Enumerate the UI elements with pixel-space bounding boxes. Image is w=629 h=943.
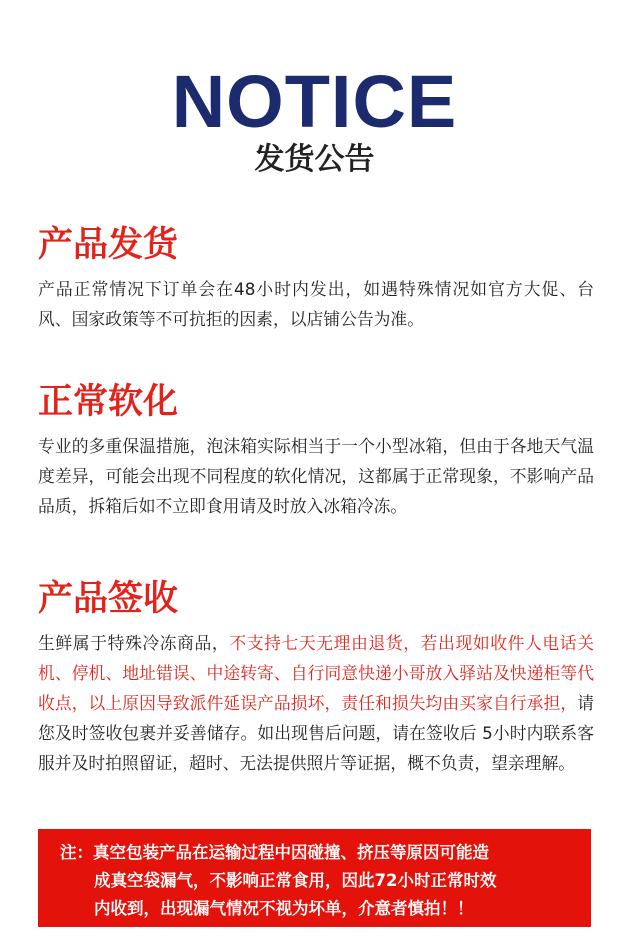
section-body: 产品正常情况下订单会在48小时内发出，如遇特殊情况如官方大促、台风、国家政策等不可抗拒的因素，以店铺公告为准。	[38, 279, 594, 329]
section-body: 专业的多重保温措施，泡沫箱实际相当于一个小型冰箱，但由于各地天气温度差异，可能会出现不同程度的软化情况，这都属于正常现象，不影响产品品质，拆箱后如不立即食用请及时放入冰箱冷冻。	[38, 436, 594, 516]
notice-title: NOTICE	[171, 60, 458, 143]
note-line: 内收到，出现漏气情况不视为坏单，介意者慎拍！！	[94, 899, 474, 918]
body-highlight-text: 不支持七天无理由退货，若出现如收件人电话关机、停机、地址错误、中途转寄、自行同意快递小哥放入驿站及快递柜等代收点，以上原因导致派件延误产品损坏，责任和损失均由买家自行承担，	[38, 633, 594, 713]
section-heading: 产品签收	[38, 579, 179, 619]
body-text: 生鲜属于特殊冷冻商品，	[38, 633, 230, 653]
note-line: 注：真空包装产品在运输过程中因碰撞、挤压等原因可能造	[60, 843, 489, 862]
note-line: 成真空袋漏气，不影响正常食用，因此72小时正常时效	[94, 871, 497, 890]
page-subtitle: 发货公告	[254, 142, 375, 177]
section-heading: 正常软化	[38, 382, 179, 422]
body-text: 请您及时签收包裹并妥善储存。如出现售后问题，请在签收后 5小时内联系客服并及时拍照留证，超时、无法提供照片等证据，概不负责，望亲理解。	[38, 693, 594, 773]
section-body	[38, 628, 594, 778]
section-product-shipping	[38, 222, 594, 334]
warning-note-box	[38, 829, 591, 927]
section-product-receipt	[38, 576, 594, 778]
section-heading: 产品发货	[38, 225, 179, 265]
section-normal-softening	[38, 379, 594, 521]
